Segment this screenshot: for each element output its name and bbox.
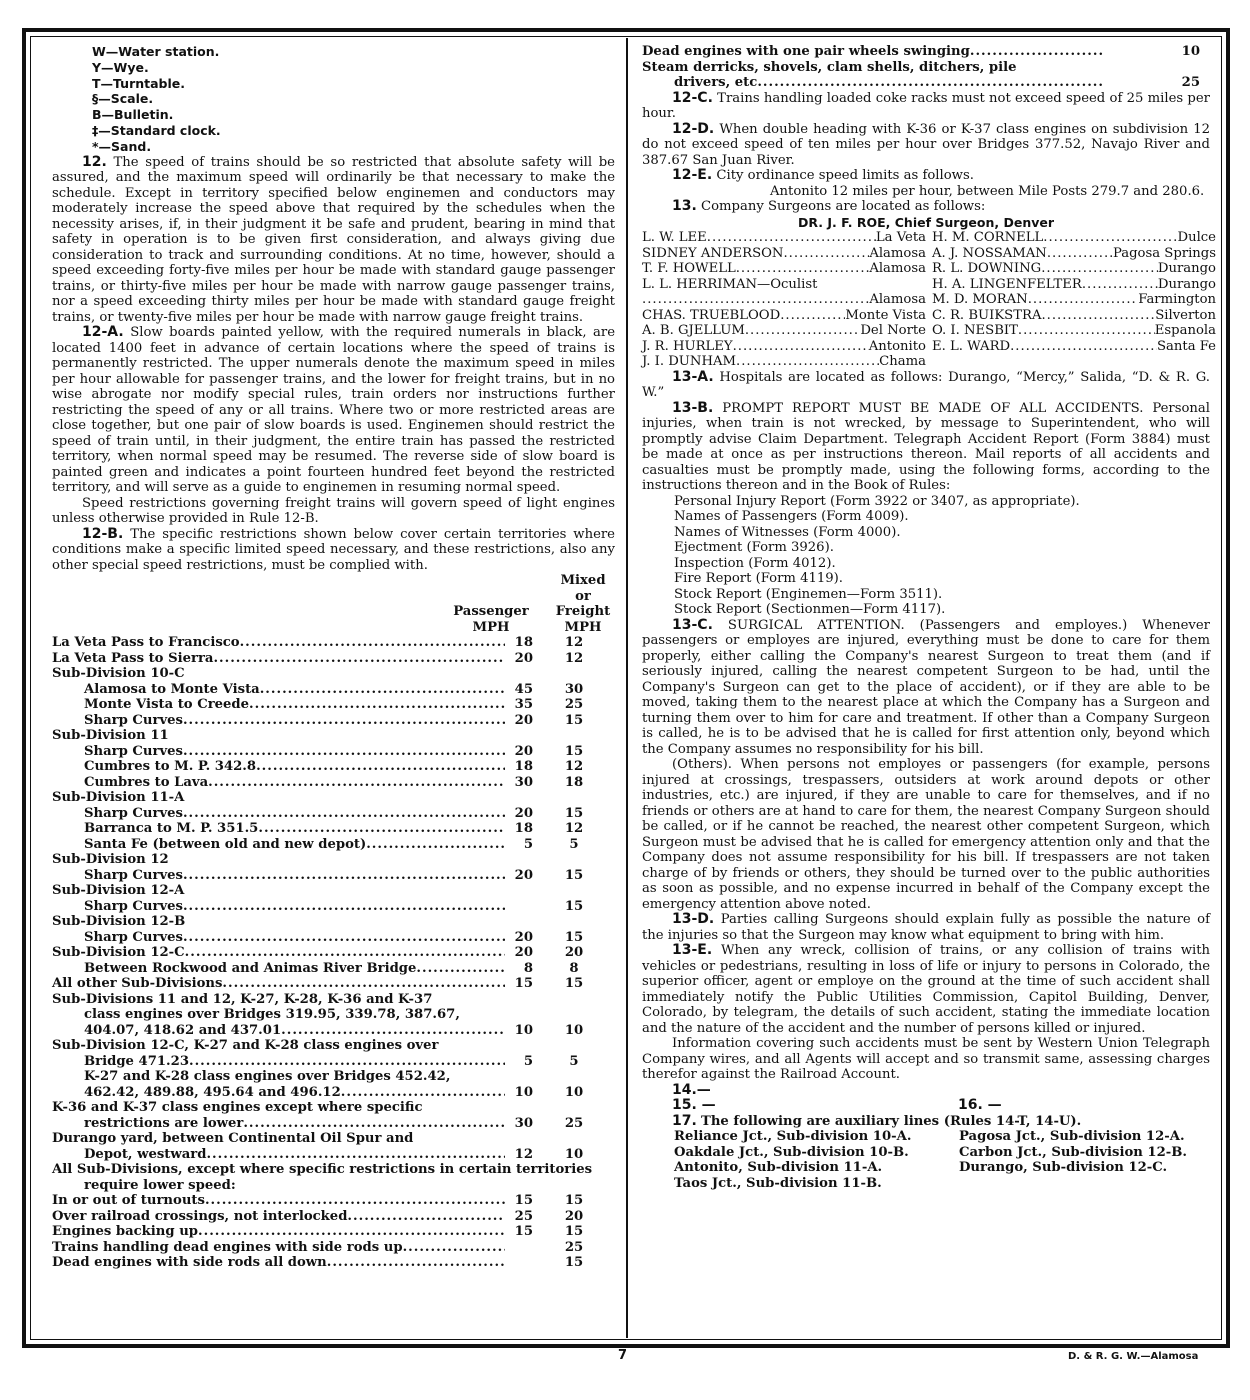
passenger-speed: 20 <box>514 945 533 961</box>
legend-item: T—Turntable. <box>92 75 186 91</box>
table-row: Sub-Divisions 11 and 12, K-27, K-28, K-36 and K-37 <box>52 991 433 1007</box>
surgeon-name: R. L. DOWNING <box>932 261 1042 276</box>
page-number: 7 <box>618 1348 628 1363</box>
surgeon-entry <box>642 323 926 339</box>
table-row <box>52 651 615 667</box>
rule-16: 16. — <box>958 1097 1002 1113</box>
table-row: require lower speed: <box>84 1177 236 1193</box>
surgeon-town: Espanola <box>1154 323 1216 338</box>
rule-12b: 12-B. The specific restrictions shown below cover certain territories where conditions make a specific limited speed necessary, and these restrictions, also any other special speed restrictions, must be complied with. <box>52 525 615 573</box>
freight-speed: 15 <box>564 1255 584 1271</box>
aux-line: Carbon Jct., Sub-division 12-B. <box>959 1144 1187 1160</box>
passenger-speed: 18 <box>514 759 533 775</box>
table-row: Sub-Division 10-C <box>52 666 185 682</box>
speed-table-c <box>52 1193 615 1271</box>
legend-item: §—Scale. <box>92 91 154 107</box>
form-item: Fire Report (Form 4119). <box>674 571 843 586</box>
surgeon-entry <box>932 323 1216 339</box>
table-row: Depot, westward ..... 12 10 <box>52 1147 615 1163</box>
table-row <box>52 1255 615 1271</box>
table-row: K-27 and K-28 class engines over Bridges 452.42, <box>84 1069 451 1085</box>
row-label: Santa Fe (between old and new depot) <box>84 836 367 852</box>
form-item: Ejectment (Form 3926). <box>674 540 834 555</box>
rule-13e: 13-E. When any wreck, collision of trains, or any collision of trains with vehicles or pedestrians, resulting in loss of life or injury to persons in Colorado, the superior officer, agent or employe on the ground at the time of such accident shall immediately notify the Public Utilities Commission, Capitol Building, Denver, Colorado, by telegram, the details of such accident, stating the immediate location and the nature of the accident and the number of persons killed or injured. <box>642 942 1210 1036</box>
table-row <box>52 806 615 822</box>
surgeon-name: T. F. HOWELL <box>642 261 736 276</box>
surgeon-name: J. I. DUNHAM <box>642 354 736 369</box>
table-row: Sub-Division 11-A <box>52 790 185 806</box>
row-label: Barranca to M. P. 351.5 <box>84 821 259 837</box>
freight-speed: 15 <box>564 743 584 759</box>
passenger-speed: 30 <box>514 774 533 790</box>
right-column <box>642 44 1216 1191</box>
table-row: Sub-Division 12 <box>52 852 169 868</box>
row-label: Cumbres to M. P. 342.8 <box>84 759 257 775</box>
surgeon-town: Del Norte <box>860 323 926 338</box>
legend-item: B—Bulletin. <box>92 107 174 123</box>
left-column <box>52 44 615 1271</box>
table-row <box>52 976 615 992</box>
passenger-speed: 5 <box>523 836 533 852</box>
surgeon-town: Durango <box>1157 261 1216 276</box>
freight-speed: 15 <box>564 1224 584 1240</box>
row-label: Sharp Curves <box>84 898 183 914</box>
freight-speed: 12 <box>564 650 584 666</box>
surgeon-entry <box>932 308 1216 324</box>
freight-speed: 15 <box>564 898 584 914</box>
passenger-speed: 15 <box>514 1224 533 1240</box>
table-row: Bridge 471.23 ..... 5 5 <box>52 1054 615 1070</box>
form-item: Names of Passengers (Form 4009). <box>674 509 909 524</box>
aux-line: Reliance Jct., Sub-division 10-A. <box>674 1129 912 1144</box>
surgeon-entry <box>642 246 926 262</box>
row-label: Alamosa to Monte Vista <box>84 681 260 697</box>
surgeon-name: H. M. CORNELL <box>932 230 1044 245</box>
freight-speed: 20 <box>564 1208 584 1224</box>
table-row: K-36 and K-37 class engines except where specific <box>52 1100 423 1116</box>
freight-speed: 25 <box>564 1239 584 1255</box>
rule-12e: 12-E. City ordinance speed limits as follows. <box>672 167 974 183</box>
table-row: drivers, etc ..... 25 <box>642 75 1210 91</box>
table-row <box>52 682 615 698</box>
surgeon-name: M. D. MORAN <box>932 292 1028 307</box>
row-label: Sharp Curves <box>84 929 183 945</box>
surgeon-town: Chama <box>879 354 926 369</box>
rule-12a-freight: Speed restrictions governing freight trains will govern speed of light engines unless otherwise provided in Rule 12-B. <box>52 495 615 527</box>
printer-imprint: D. & R. G. W.—Alamosa <box>1068 1351 1199 1362</box>
passenger-speed: 35 <box>514 697 533 713</box>
surgeon-town: Silverton <box>1155 307 1216 323</box>
row-label: Monte Vista to Creede <box>84 697 250 713</box>
surgeon-name: J. R. HURLEY <box>642 338 733 354</box>
row-label: Sharp Curves <box>84 805 183 821</box>
table-row <box>52 1193 615 1209</box>
row-label: Between Rockwood and Animas River Bridge <box>84 960 417 976</box>
passenger-speed: 15 <box>514 976 533 992</box>
table-row: Sub-Division 12-B <box>52 914 186 930</box>
table-row <box>52 821 615 837</box>
row-label: Sharp Curves <box>84 867 183 883</box>
surgeon-entry <box>932 246 1216 262</box>
freight-speed: 12 <box>564 759 584 775</box>
surgeon-entry <box>642 308 926 324</box>
passenger-speed: 20 <box>514 650 533 666</box>
surgeon-town: Durango <box>1157 276 1216 292</box>
surgeon-name: H. A. LINGENFELTER <box>932 276 1082 292</box>
legend-item: ‡—Standard clock. <box>92 122 221 138</box>
freight-speed: 15 <box>564 805 584 821</box>
surgeon-name: L. W. LEE <box>642 230 707 245</box>
row-label: Sub-Division 12-C <box>52 945 185 961</box>
surgeon-name: C. R. BUIKSTRA <box>932 307 1042 323</box>
table-row: Sub-Division 11 <box>52 728 169 744</box>
surgeon-entry <box>642 339 926 355</box>
aux-line: Oakdale Jct., Sub-division 10-B. <box>674 1144 909 1160</box>
surgeon-name: SIDNEY ANDERSON <box>642 245 784 261</box>
surgeon-town: Santa Fe <box>1157 338 1216 354</box>
surgeon-town: Alamosa <box>869 245 926 261</box>
rule-12e-antonito: Antonito 12 miles per hour, between Mile Posts 279.7 and 280.6. <box>770 183 1205 199</box>
surgeon-name: E. L. WARD <box>932 338 1011 354</box>
surgeon-list <box>642 230 1216 370</box>
surgeon-town: Dulce <box>1177 230 1216 245</box>
surgeon-name: L. L. HERRIMAN—Oculist <box>642 276 818 292</box>
freight-speed: 15 <box>564 1193 584 1209</box>
rule-17: 17. The following are auxiliary lines (Rules 14-T, 14-U). <box>672 1112 1082 1129</box>
freight-speed: 25 <box>564 697 584 713</box>
report-forms <box>642 494 1210 618</box>
table-row: class engines over Bridges 319.95, 339.78, 387.67, <box>84 1007 460 1023</box>
row-label: Cumbres to Lava <box>84 774 209 790</box>
table-row <box>52 744 615 760</box>
surgeon-entry <box>932 292 1216 308</box>
table-row <box>52 868 615 884</box>
surgeon-name: O. I. NESBIT <box>932 323 1018 338</box>
rule-15: 15. — <box>672 1097 716 1113</box>
freight-speed: 15 <box>564 976 584 992</box>
rule-13c: 13-C. SURGICAL ATTENTION. (Passengers and employes.) Whenever passengers or employes are injured, everything must be done to care for them properly, either calling the Company's nearest Surgeon to treat them (and if seriously injured, calling the nearest competent Surgeon to be had, until the Company's Surgeon can get to the place of accident), or if they are able to be moved, taking them to the nearest place at which the Company has a Surgeon and turning them over to him for care and treatment. If other than a Company Surgeon is called, he is to be advised that he is called for first attention only, beyond which the Company assumes no responsibility for his bill. <box>642 616 1210 757</box>
row-label: La Veta Pass to Sierra <box>52 650 214 666</box>
rule-13a: 13-A. Hospitals are located as follows: Durango, “Mercy,” Salida, “D. & R. G. W.” <box>642 368 1210 400</box>
passenger-speed: 20 <box>514 743 533 759</box>
surgeon-name: CHAS. TRUEBLOOD <box>642 307 781 323</box>
surgeon-list-right <box>926 230 1216 370</box>
freight-speed: 5 <box>569 836 579 852</box>
rule-12d: 12-D. When double heading with K-36 or K-37 class engines on subdivision 12 do not exceed speed of ten miles per hour over Bridges 377.52, Navajo River and 387.67 San Juan River. <box>642 120 1210 168</box>
rule-12c: 12-C. Trains handling loaded coke racks must not exceed speed of 25 miles per hour. <box>642 89 1210 121</box>
surgeon-town: Pagosa Springs <box>1112 245 1216 261</box>
aux-line: Pagosa Jct., Sub-division 12-A. <box>959 1129 1185 1144</box>
freight-speed: 20 <box>564 945 584 961</box>
passenger-speed: 18 <box>514 821 533 837</box>
surgeon-town: Alamosa <box>869 261 926 276</box>
table-row: Durango yard, between Continental Oil Spur and <box>52 1131 414 1147</box>
table-row: 404.07, 418.62 and 437.01 ..... 10 10 <box>52 1023 615 1039</box>
surgeon-town: La Veta <box>875 230 926 245</box>
surgeon-entry <box>932 261 1216 277</box>
passenger-speed: 20 <box>514 929 533 945</box>
surgeon-entry <box>642 292 926 308</box>
table-row: restrictions are lower ..... 30 25 <box>52 1116 615 1132</box>
speed-table-b <box>52 992 615 1194</box>
rule-12a: 12-A. Slow boards painted yellow, with the required numerals in black, are located 1400 feet in advance of certain locations where the speed of trains is permanently restricted. The upper numerals denote the maximum speed in miles per hour allowable for passenger trains, and the lower for freight trains, but in no wise abrogate nor modify special rules, train orders nor instructions further restricting the speed of any or all trains. Where two or more restricted areas are close together, but one pair of slow boards is used. Enginemen should restrict the speed of train until, in their judgment, the entire train has passed the restricted territory, when normal speed may be resumed. The reverse side of slow board is painted green and indicates a point fourteen hundred feet beyond the restricted territory, and will serve as a guide to enginemen in resuming normal speed. <box>52 324 616 496</box>
row-label: Over railroad crossings, not interlocked <box>52 1208 348 1224</box>
surgeon-entry <box>642 261 926 277</box>
table-row <box>52 1224 615 1240</box>
surgeon-entry <box>642 354 926 370</box>
passenger-speed: 18 <box>514 635 533 651</box>
rule-13c-others: (Others). When persons not employes or passengers (for example, persons injured at crossings, trespassers, outsiders at work around depots or other industries, etc.) are injured, if they are unable to care for themselves, and if no friends or others are at hand to care for them, the nearest Company Surgeon should be called, or if he cannot be reached, the nearest other competent Surgeon, which Surgeon must be advised that he is called for emergency attention only and that the Company does not assume responsibility for his bill. If trespassers are not taken charge of by friends or others, they should be turned over to the public authorities as soon as possible, and no expense incurred in behalf of the Company except the emergency attention above noted. <box>642 757 1210 912</box>
table-row: All Sub-Divisions, except where specific restrictions in certain territories <box>52 1162 593 1178</box>
rule-14: 14.— <box>672 1081 711 1098</box>
table-row: 462.42, 489.88, 495.64 and 496.12 ..... 10 10 <box>52 1085 615 1101</box>
table-row: Sub-Division 12-C, K-27 and K-28 class engines over <box>52 1038 439 1054</box>
form-item: Inspection (Form 4012). <box>674 555 836 571</box>
freight-speed: 12 <box>564 635 584 651</box>
freight-speed: 18 <box>564 774 584 790</box>
form-item: Personal Injury Report (Form 3922 or 3407, as appropriate). <box>674 493 1080 509</box>
passenger-speed: 20 <box>514 805 533 821</box>
form-item: Stock Report (Sectionmen—Form 4117). <box>674 602 946 617</box>
table-row <box>52 961 615 977</box>
passenger-speed: 20 <box>514 867 533 883</box>
row-label: Sharp Curves <box>84 743 183 759</box>
passenger-speed: 20 <box>514 712 533 728</box>
table-row <box>52 1240 615 1256</box>
surgeon-list-left <box>642 230 926 370</box>
passenger-speed: 45 <box>514 681 533 697</box>
row-label: In or out of turnouts <box>52 1193 205 1209</box>
surgeon-entry <box>932 339 1216 355</box>
surgeon-entry <box>932 277 1216 293</box>
surgeon-town: Monte Vista <box>845 307 926 323</box>
freight-speed: 8 <box>569 960 579 976</box>
surgeon-entry <box>642 230 926 246</box>
passenger-speed: 25 <box>514 1208 533 1224</box>
speed-table <box>52 635 615 992</box>
aux-line: Taos Jct., Sub-division 11-B. <box>674 1175 882 1191</box>
table-row <box>52 930 615 946</box>
chief-surgeon: DR. J. F. ROE, Chief Surgeon, Denver <box>797 214 1055 230</box>
aux-line: Durango, Sub-division 12-C. <box>959 1160 1168 1175</box>
surgeon-town: Farmington <box>1138 292 1216 307</box>
table-row <box>52 697 615 713</box>
speed-table-header: Mixed or Passenger Freight MPH MPH <box>453 573 611 635</box>
surgeon-name: A. J. NOSSAMAN <box>932 245 1047 261</box>
table-row: Sub-Division 12-A <box>52 883 185 899</box>
freight-speed: 15 <box>564 867 584 883</box>
table-row <box>52 1209 615 1225</box>
surgeon-town: Alamosa <box>869 292 926 307</box>
freight-speed: 15 <box>564 929 584 945</box>
legend-item: Y—Wye. <box>92 59 149 75</box>
rule-13b: 13-B. PROMPT REPORT MUST BE MADE OF ALL ACCIDENTS. Personal injuries, when train is not wrecked, by message to Superintendent, who will promptly advise Claim Department. Telegraph Accident Report (Form 3884) must be made at once as per instructions thereon. Mail reports of all accidents and casualties must be promptly made, using the following forms, according to the instructions thereon and in the Book of Rules: <box>642 399 1211 493</box>
row-label: Sharp Curves <box>84 712 183 728</box>
surgeon-name: A. B. GJELLUM <box>642 323 745 338</box>
column-divider <box>626 38 628 1338</box>
surgeon-entry <box>642 277 926 293</box>
freight-speed: 15 <box>564 712 584 728</box>
rule-12: 12. The speed of trains should be so restricted that absolute safety will be assured, and the maximum speed will ordinarily be that necessary to make the schedule. Except in territory specified below enginemen and conductors may moderately increase the speed above that required by the schedules when the necessity arises, if, in their judgment it be safe and prudent, bearing in mind that safety in operation is to be given first consideration, and always giving due consideration to track and surrounding conditions. At no time, however, should a speed exceeding forty-five miles per hour be made with standard gauge passenger trains, or thirty-five miles per hour be made with narrow gauge passenger trains, nor a speed exceeding thirty miles per hour be made with standard gauge freight trains, or twenty-five miles per hour be made with narrow gauge freight trains. <box>52 153 615 325</box>
passenger-speed: 8 <box>523 960 533 976</box>
passenger-speed: 15 <box>514 1193 533 1209</box>
legend <box>52 44 615 155</box>
rule-13e-info: Information covering such accidents must be sent by Western Union Telegraph Company wires, and all Agents will accept and so transmit same, assessing charges therefor against the Railroad Account. <box>642 1036 1210 1082</box>
form-item: Names of Witnesses (Form 4000). <box>674 524 901 540</box>
row-label: Dead engines with side rods all down <box>52 1255 327 1271</box>
row-label: Engines backing up <box>52 1224 199 1240</box>
freight-speed: 12 <box>564 821 584 837</box>
table-row <box>52 635 615 651</box>
table-row <box>52 775 615 791</box>
table-row: Steam derricks, shovels, clam shells, ditchers, pile <box>642 59 1017 75</box>
rule-13: 13. Company Surgeons are located as follows: <box>672 198 986 214</box>
freight-speed: 30 <box>564 681 584 697</box>
row-label: All other Sub-Divisions <box>52 976 223 992</box>
aux-line: Antonito, Sub-division 11-A. <box>674 1160 883 1175</box>
auxiliary-lines <box>642 1129 1210 1191</box>
table-row <box>52 945 615 961</box>
legend-item: W—Water station. <box>92 44 220 59</box>
form-item: Stock Report (Enginemen—Form 3511). <box>674 586 943 602</box>
surgeon-entry <box>932 230 1216 246</box>
table-row <box>52 713 615 729</box>
table-row: Dead engines with one pair wheels swinging ..... 10 <box>642 44 1210 60</box>
row-label: Trains handling dead engines with side rods up <box>52 1239 403 1255</box>
legend-item: *—Sand. <box>92 138 152 154</box>
table-row <box>52 837 615 853</box>
table-row <box>52 759 615 775</box>
rule-13d: 13-D. Parties calling Surgeons should explain fully as possible the nature of the injuries so that the Surgeon may know what equipment to bring with him. <box>642 911 1210 943</box>
surgeon-town: Antonito <box>868 338 926 354</box>
row-label: La Veta Pass to Francisco <box>52 635 240 651</box>
table-row <box>52 899 615 915</box>
